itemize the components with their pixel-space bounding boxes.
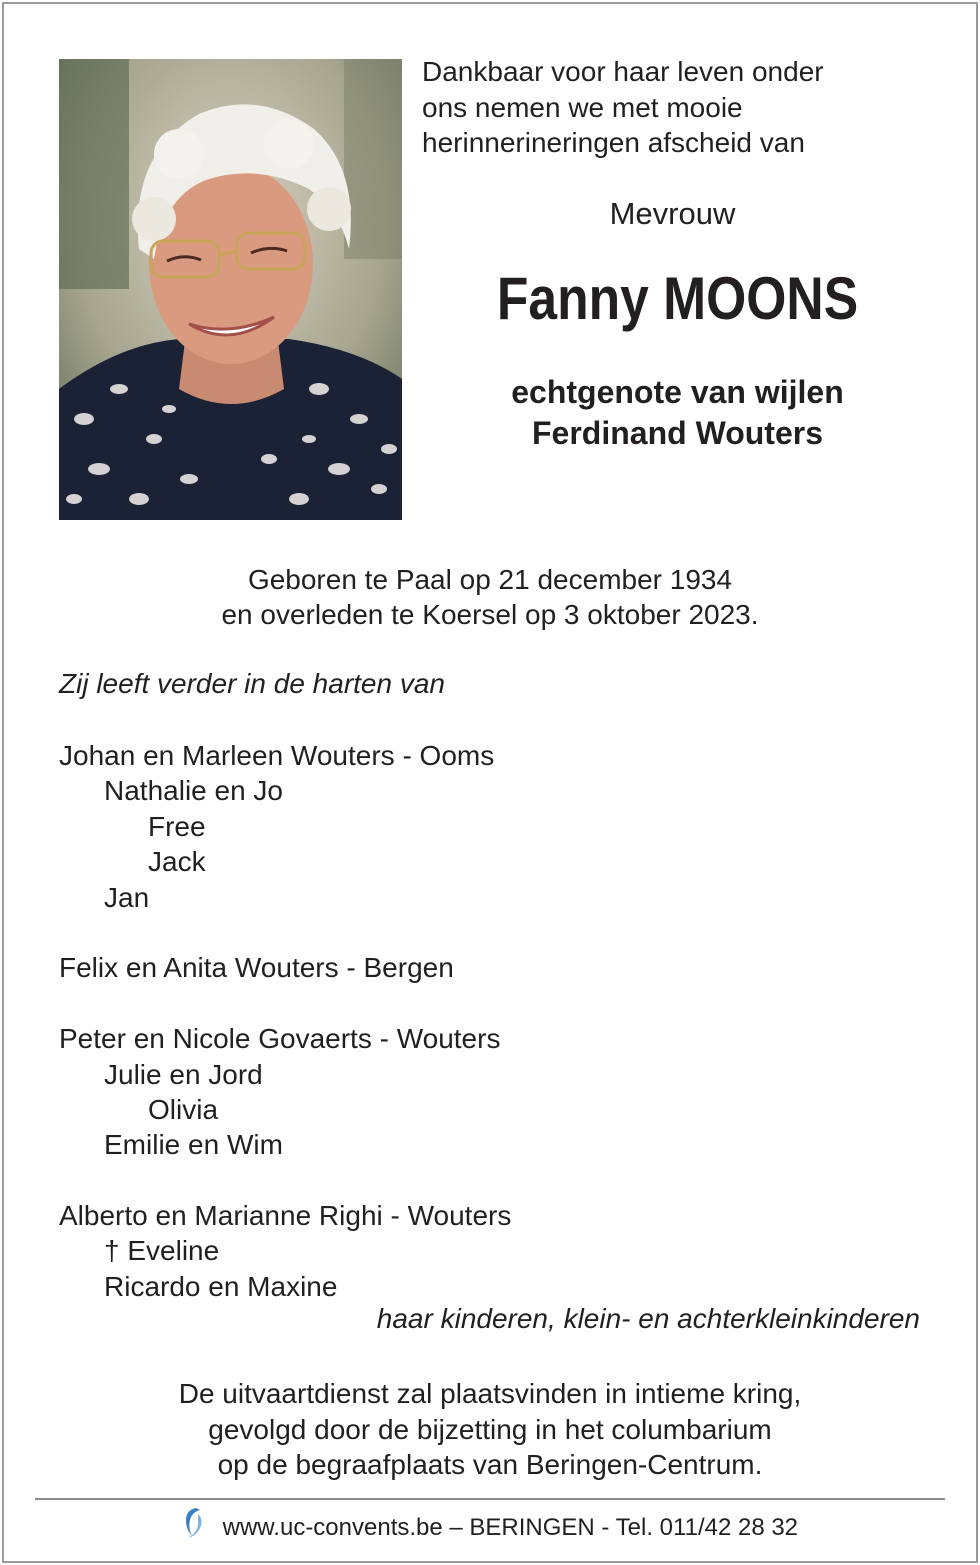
family-signoff: haar kinderen, klein- en achterkleinkinderen — [376, 1303, 920, 1334]
death-line: en overleden te Koersel op 3 oktober 2023. — [221, 599, 759, 630]
family-member: Johan en Marleen Wouters - Ooms — [59, 740, 495, 771]
family-member: Felix en Anita Wouters - Bergen — [59, 952, 454, 984]
family-member: Alberto en Marianne Righi - Wouters — [59, 1200, 512, 1232]
family-member: † Eveline — [104, 1235, 220, 1267]
intro-line: Dankbaar voor haar leven onder — [422, 56, 824, 87]
deceased-name: Fanny MOONS — [496, 265, 859, 332]
funeral-line: gevolgd door de bijzetting in het columbarium — [208, 1413, 772, 1445]
funeral-line: De uitvaartdienst zal plaatsvinden in intieme kring, — [178, 1378, 802, 1409]
family-list — [59, 738, 511, 1304]
funeral-home-logo-icon — [182, 1506, 206, 1550]
family-member: Nathalie en Jo — [104, 775, 284, 807]
spouse-line: Ferdinand Wouters — [532, 415, 823, 451]
family-member: Peter en Nicole Govaerts - Wouters — [59, 1023, 501, 1055]
family-member: Jan — [104, 881, 150, 913]
birth-line: Geboren te Paal op 21 december 1934 — [247, 564, 733, 595]
spouse-line: echtgenote van wijlen — [511, 374, 844, 410]
family-member: Julie en Jord — [104, 1058, 263, 1090]
portrait-photo — [59, 59, 402, 520]
family-member: Emilie en Wim — [104, 1129, 283, 1161]
intro-line: ons nemen we met mooie — [422, 91, 743, 123]
footer-divider — [35, 1498, 945, 1500]
funeral-line: op de begraafplaats van Beringen-Centrum. — [217, 1449, 763, 1480]
footer — [0, 1506, 980, 1550]
intro-text — [422, 54, 902, 161]
family-member: Free — [148, 810, 206, 842]
intro-line: herinnerineringen afscheid van — [422, 127, 805, 158]
portrait-illustration — [59, 59, 402, 520]
family-member: Olivia — [148, 1093, 219, 1125]
spouse-text — [425, 372, 930, 454]
family-member: Ricardo en Maxine — [104, 1270, 338, 1302]
family-intro: Zij leeft verder in de harten van — [59, 668, 445, 699]
honorific-title: Mevrouw — [609, 196, 736, 231]
funeral-details — [0, 1376, 980, 1483]
family-member: Jack — [148, 846, 206, 878]
birth-death-dates — [0, 562, 980, 632]
funeral-home-contact: www.uc-convents.be – BERINGEN - Tel. 011/42 28 32 — [222, 1514, 799, 1541]
